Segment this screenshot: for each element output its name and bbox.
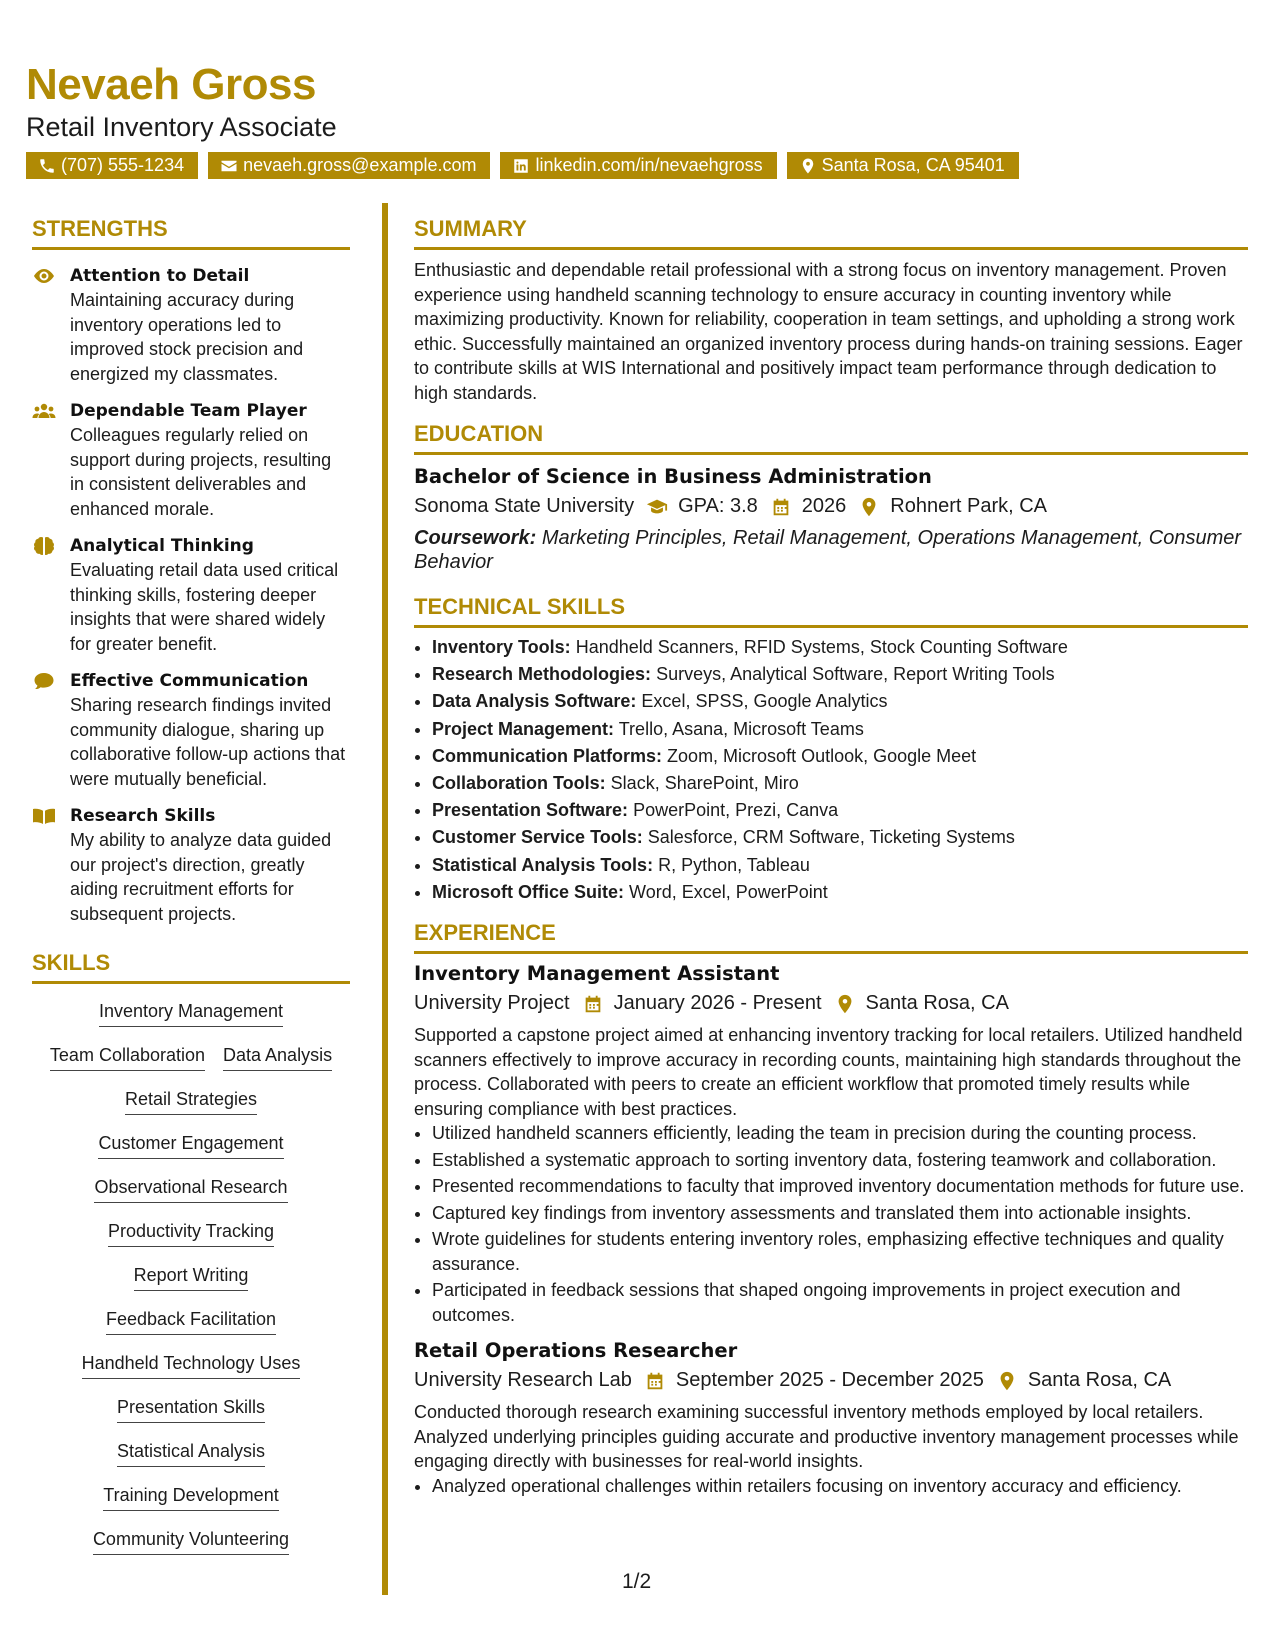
tech-skill-item: [432, 635, 1248, 660]
strength-title: Dependable Team Player: [70, 401, 307, 421]
contact-location-text: Santa Rosa, CA 95401: [821, 155, 1005, 175]
degree-title: Bachelor of Science in Business Administration: [414, 465, 932, 488]
skill-tag: Feedback Facilitation: [106, 1307, 276, 1335]
eye-icon: [32, 266, 56, 286]
tech-skill-item: [432, 825, 1248, 850]
tech-skill-item: [432, 744, 1248, 769]
education-heading: EDUCATION: [414, 421, 1248, 455]
tech-skill-label: Customer Service Tools:: [432, 827, 643, 848]
job-description: Conducted thorough research examining successful inventory methods employed by local retailers. Analyzed underlying principles guiding accurate and productive inventory management processes while engaging directly with businesses for real-world insights.: [414, 1402, 1239, 1472]
contact-linkedin[interactable]: [500, 152, 776, 179]
skill-tag: Data Analysis: [223, 1043, 332, 1071]
skill-tag: Presentation Skills: [117, 1395, 265, 1423]
strength-title: Research Skills: [70, 806, 216, 826]
skill-tag: Customer Engagement: [98, 1131, 283, 1159]
strength-desc: My ability to analyze data guided our project's direction, greatly aiding recruitment efforts for subsequent projects.: [70, 830, 332, 924]
location-pin-icon: [996, 1370, 1018, 1392]
job-org: University Research Lab: [414, 1369, 632, 1392]
job-title: Inventory Management Assistant: [414, 962, 780, 986]
job-bullet: • Participated in feedback sessions that shaped ongoing improvements in project execution and outcomes.: [432, 1278, 1248, 1327]
job-bullet: • Established a systematic approach to sorting inventory data, fostering teamwork and collaboration.: [432, 1148, 1248, 1173]
brain-icon: [32, 536, 56, 556]
tech-skill-label: Inventory Tools:: [432, 637, 571, 657]
job-meta: [414, 1369, 1248, 1392]
location-pin-icon: [799, 157, 817, 175]
technical-skills-list: [414, 635, 1248, 904]
skill-tag: Productivity Tracking: [108, 1219, 274, 1247]
strength-item: [32, 804, 350, 926]
job-bullet: • Analyzed operational challenges within retailers focusing on inventory accuracy and efficiency.: [432, 1474, 1248, 1499]
strength-item: [32, 399, 350, 521]
tech-skill-value: Zoom, Microsoft Outlook, Google Meet: [667, 745, 977, 766]
calendar-icon: [644, 1370, 666, 1392]
job-bullet: • Presented recommendations to faculty that improved inventory documentation methods for future use.: [432, 1174, 1248, 1199]
skill-tag: Statistical Analysis: [117, 1439, 265, 1467]
skill-tag: Report Writing: [134, 1263, 249, 1291]
skill-tag: Inventory Management: [99, 999, 283, 1027]
job-title: Retail Operations Researcher: [414, 1339, 738, 1363]
tech-skill-value: PowerPoint, Prezi, Canva: [633, 800, 839, 821]
linkedin-icon: [512, 157, 530, 175]
strength-item: [32, 534, 350, 656]
candidate-name: Nevaeh Gross: [26, 60, 316, 109]
tech-skill-item: [432, 853, 1248, 878]
strength-desc: Colleagues regularly relied on support during projects, resulting in consistent deliverables and enhanced morale.: [70, 425, 332, 519]
tech-skill-value: Handheld Scanners, RFID Systems, Stock Counting Software: [575, 637, 1068, 657]
summary-heading: SUMMARY: [414, 216, 1248, 250]
tech-skill-value: Word, Excel, PowerPoint: [629, 881, 828, 902]
strength-desc: Sharing research findings invited community dialogue, sharing up collaborative follow-up actions that were mutually beneficial.: [70, 695, 346, 789]
tech-skill-value: Trello, Asana, Microsoft Teams: [618, 718, 864, 739]
strength-title: Analytical Thinking: [70, 536, 254, 556]
skill-tag: Retail Strategies: [125, 1087, 257, 1115]
summary-text: Enthusiastic and dependable retail professional with a strong focus on inventory management. Proven experience using handheld scanning technology to ensure accuracy in counting inventory while maximizing productivity. Known for reliability, cooperation in team settings, and upholding a strong work ethic. Successfully maintained an organized inventory process during hands-on training sessions. Eager to contribute skills at WIS International and positively impact team performance through dedication to high standards.: [414, 260, 1243, 403]
graduation-year: 2026: [801, 495, 847, 517]
left-column: [32, 216, 350, 1555]
contact-phone-text: (707) 555-1234: [61, 155, 185, 175]
job-dates: September 2025 - December 2025: [675, 1369, 984, 1392]
calendar-icon: [770, 496, 792, 518]
tech-skill-label: Collaboration Tools:: [432, 772, 606, 793]
page-number: 1/2: [622, 1570, 652, 1593]
tech-skill-label: Microsoft Office Suite:: [432, 881, 625, 902]
phone-icon: [38, 157, 56, 175]
right-column: [414, 216, 1248, 1500]
tech-skill-item: [432, 717, 1248, 742]
location-pin-icon: [834, 993, 856, 1015]
contact-bar: [26, 152, 1019, 179]
skill-tag: Training Development: [103, 1483, 278, 1511]
tech-skill-label: Communication Platforms:: [432, 745, 663, 766]
strengths-heading: STRENGTHS: [32, 216, 350, 250]
contact-email[interactable]: [208, 152, 490, 179]
tech-skill-item: [432, 798, 1248, 823]
experience-heading: EXPERIENCE: [414, 920, 1248, 954]
tech-skill-value: R, Python, Tableau: [658, 854, 810, 875]
school-location: Rohnert Park, CA: [890, 495, 1048, 517]
contact-linkedin-text: linkedin.com/in/nevaehgross: [535, 155, 763, 175]
strength-item: [32, 264, 350, 386]
job-description: Supported a capstone project aimed at enhancing inventory tracking for local retailers. Utilized handheld scanners effectively to improve accuracy in recording counts, maintaining high standards throughout the process. Collaborated with peers to create an efficient workflow that promoted timely results while ensuring compliance with best practices.: [414, 1025, 1243, 1119]
tech-skill-item: [432, 880, 1248, 905]
tech-skill-label: Presentation Software:: [432, 800, 629, 821]
job-dates: January 2026 - Present: [613, 992, 822, 1015]
location-pin-icon: [858, 496, 880, 518]
job-bullet: • Wrote guidelines for students entering inventory roles, emphasizing effective techniques and quality assurance.: [432, 1227, 1248, 1276]
book-icon: [32, 806, 56, 826]
job-bullets: [414, 1121, 1248, 1327]
coursework-label: Coursework:: [414, 527, 537, 549]
comment-icon: [32, 671, 56, 691]
tech-skill-label: Project Management:: [432, 718, 615, 739]
column-divider: [382, 203, 388, 1595]
envelope-icon: [220, 157, 238, 175]
job-bullet: • Utilized handheld scanners efficiently, leading the team in precision during the counting process.: [432, 1121, 1248, 1146]
skill-tag: Community Volunteering: [93, 1527, 289, 1555]
tech-skill-value: Slack, SharePoint, Miro: [610, 772, 799, 793]
candidate-role: Retail Inventory Associate: [26, 112, 337, 142]
gpa: GPA: 3.8: [678, 495, 758, 517]
contact-email-text: nevaeh.gross@example.com: [243, 155, 477, 175]
strength-title: Attention to Detail: [70, 266, 250, 286]
coursework: [414, 526, 1248, 574]
coursework-list: Marketing Principles, Retail Management, Operations Management, Consumer Behavior: [414, 527, 1242, 573]
tech-skill-value: Surveys, Analytical Software, Report Writing Tools: [656, 664, 1055, 685]
tech-skill-item: [432, 771, 1248, 796]
education-meta: [414, 495, 1248, 518]
job-location: Santa Rosa, CA: [1027, 1369, 1172, 1392]
contact-phone[interactable]: [26, 152, 198, 179]
tech-skill-item: [432, 689, 1248, 714]
tech-skill-value: Excel, SPSS, Google Analytics: [641, 691, 888, 712]
school-name: Sonoma State University: [414, 495, 635, 517]
strength-desc: Maintaining accuracy during inventory operations led to improved stock precision and energized my classmates.: [70, 290, 304, 384]
graduation-cap-icon: [646, 496, 668, 518]
job-org: University Project: [414, 992, 570, 1015]
skill-tag: Handheld Technology Uses: [82, 1351, 301, 1379]
job-meta: [414, 992, 1248, 1015]
tech-skill-label: Research Methodologies:: [432, 664, 652, 685]
strength-title: Effective Communication: [70, 671, 309, 691]
job-location: Santa Rosa, CA: [865, 992, 1009, 1015]
job-bullets: [414, 1474, 1248, 1499]
skills-list: [32, 999, 350, 1555]
tech-skill-label: Statistical Analysis Tools:: [432, 854, 654, 875]
skill-tag: Observational Research: [94, 1175, 287, 1203]
tech-skill-item: [432, 662, 1248, 687]
job-bullet: • Captured key findings from inventory assessments and translated them into actionable insights.: [432, 1201, 1248, 1226]
strength-item: [32, 669, 350, 791]
users-icon: [32, 401, 56, 421]
calendar-icon: [582, 993, 604, 1015]
skill-tag: Team Collaboration: [50, 1043, 205, 1071]
tech-skill-value: Salesforce, CRM Software, Ticketing Systems: [647, 827, 1015, 848]
technical-skills-heading: TECHNICAL SKILLS: [414, 594, 1248, 628]
strength-desc: Evaluating retail data used critical thinking skills, fostering deeper insights that were shared widely for greater benefit.: [70, 560, 339, 654]
tech-skill-label: Data Analysis Software:: [432, 691, 637, 712]
skills-heading: SKILLS: [32, 950, 350, 984]
contact-location[interactable]: [787, 152, 1019, 179]
